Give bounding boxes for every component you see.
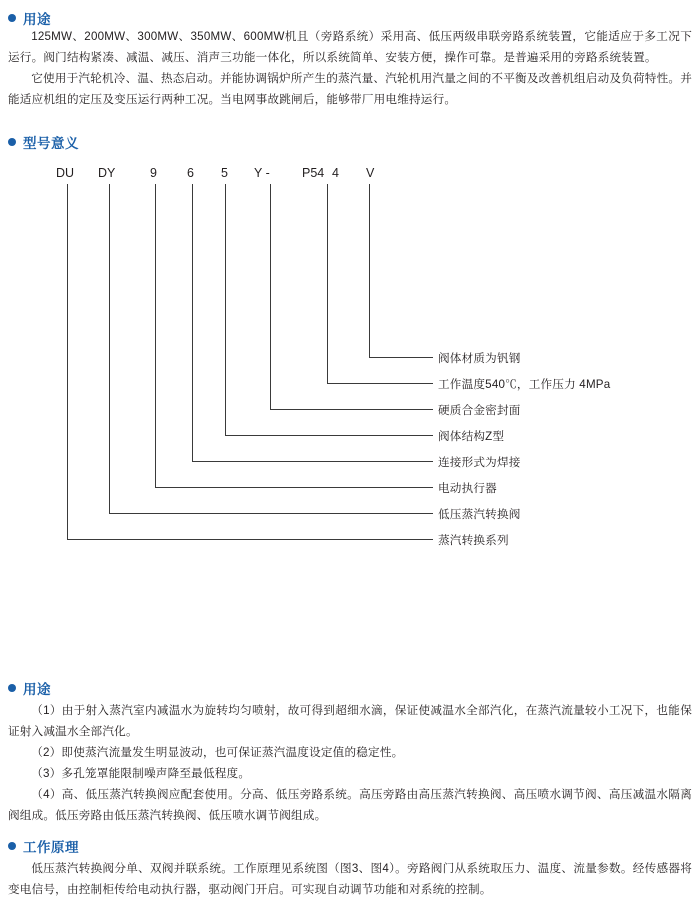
- model-token-5: Y -: [254, 166, 270, 180]
- section-heading-intro-label: 用途: [23, 12, 51, 27]
- principle-paragraph-1: 低压蒸汽转换阀分单、双阀并联系统。工作原理见系统图（图3、图4）。旁路阀门从系统取压力、温度、流量参数。经传感器将变电信号，由控制柜传给电动执行器，驱动阀门开启。可实现自动调节功能和对系统的控制。: [8, 862, 692, 896]
- leader-vertical-4: [225, 184, 226, 435]
- leader-vertical-3: [270, 184, 271, 409]
- leader-vertical-8: [67, 184, 68, 539]
- leader-horizontal-6: [155, 487, 433, 488]
- model-label-1: 工作温度540℃，工作压力 4MPa: [438, 378, 611, 391]
- section-heading-use: [8, 678, 51, 698]
- leader-horizontal-4: [225, 435, 433, 436]
- model-token-8: V: [366, 166, 375, 180]
- intro-paragraph-2: 它使用于汽轮机冷、温、热态启动。并能协调锅炉所产生的蒸汽量、汽轮机用汽量之间的不平衡及改善机组启动及负荷特性。并能适应机组的定压及变压运行两种工况。当电网事故跳闸后，能够带厂用电维持运行。: [8, 72, 692, 106]
- model-label-2: 硬质合金密封面: [438, 404, 521, 417]
- model-token-2: 9: [150, 166, 157, 180]
- model-label-7: 蒸汽转换系列: [438, 534, 509, 547]
- leader-horizontal-7: [109, 513, 433, 514]
- use-item-1: （1）由于射入蒸汽室内减温水为旋转均匀喷射，故可得到超细水滴，保证使减温水全部汽化，在蒸汽流量较小工况下，也能保证射入减温水全部汽化。: [8, 704, 692, 738]
- bullet-icon: [8, 842, 16, 850]
- section-heading-use-label: 用途: [23, 682, 51, 697]
- model-token-6: P54: [302, 166, 325, 180]
- section-heading-model: [8, 132, 79, 152]
- model-code-diagram: [8, 158, 692, 618]
- section-heading-principle-label: 工作原理: [23, 840, 79, 855]
- model-label-3: 阀体结构Z型: [438, 430, 505, 443]
- principle-body: [8, 858, 692, 900]
- use-item-4: （4）高、低压蒸汽转换阀应配套使用。分高、低压旁路系统。高压旁路由高压蒸汽转换阀、高压喷水调节阀、高压减温水隔离阀组成。低压旁路由低压蒸汽转换阀、低压喷水调节阀组成。: [8, 788, 692, 822]
- section-heading-principle: [8, 836, 79, 856]
- bullet-icon: [8, 14, 16, 22]
- model-token-0: DU: [56, 166, 75, 180]
- model-label-0: 阀体材质为钒钢: [438, 352, 521, 365]
- model-token-3: 6: [187, 166, 194, 180]
- use-body: [8, 700, 692, 826]
- leader-horizontal-8: [67, 539, 433, 540]
- section-heading-intro: [8, 8, 51, 28]
- leader-vertical-6: [155, 184, 156, 487]
- leader-horizontal-1: [369, 357, 433, 358]
- bullet-icon: [8, 138, 16, 146]
- model-token-7: 4: [332, 166, 339, 180]
- model-token-4: 5: [221, 166, 228, 180]
- model-token-1: DY: [98, 166, 116, 180]
- use-item-2: （2）即使蒸汽流量发生明显波动，也可保证蒸汽温度设定值的稳定性。: [31, 746, 404, 759]
- intro-body: [8, 26, 692, 110]
- leader-vertical-1: [369, 184, 370, 357]
- section-heading-model-label: 型号意义: [23, 136, 79, 151]
- model-label-4: 连接形式为焊接: [438, 456, 521, 469]
- leader-horizontal-5: [192, 461, 433, 462]
- model-label-6: 低压蒸汽转换阀: [438, 508, 521, 521]
- intro-paragraph-1: 125MW、200MW、300MW、350MW、600MW机且（旁路系统）采用高、低压两级串联旁路系统装置，它能适应于多工况下运行。阀门结构紧凑、减温、减压、消声三功能一体化，所以系统简单、安装方便，操作可靠。是普遍采用的旁路系统装置。: [8, 30, 692, 64]
- leader-vertical-2: [327, 184, 328, 383]
- bullet-icon: [8, 684, 16, 692]
- leader-horizontal-2: [327, 383, 433, 384]
- leader-horizontal-3: [270, 409, 433, 410]
- leader-vertical-7: [109, 184, 110, 513]
- leader-vertical-5: [192, 184, 193, 461]
- use-item-3: （3）多孔笼罩能限制噪声降至最低程度。: [31, 767, 251, 780]
- model-label-5: 电动执行器: [438, 482, 497, 495]
